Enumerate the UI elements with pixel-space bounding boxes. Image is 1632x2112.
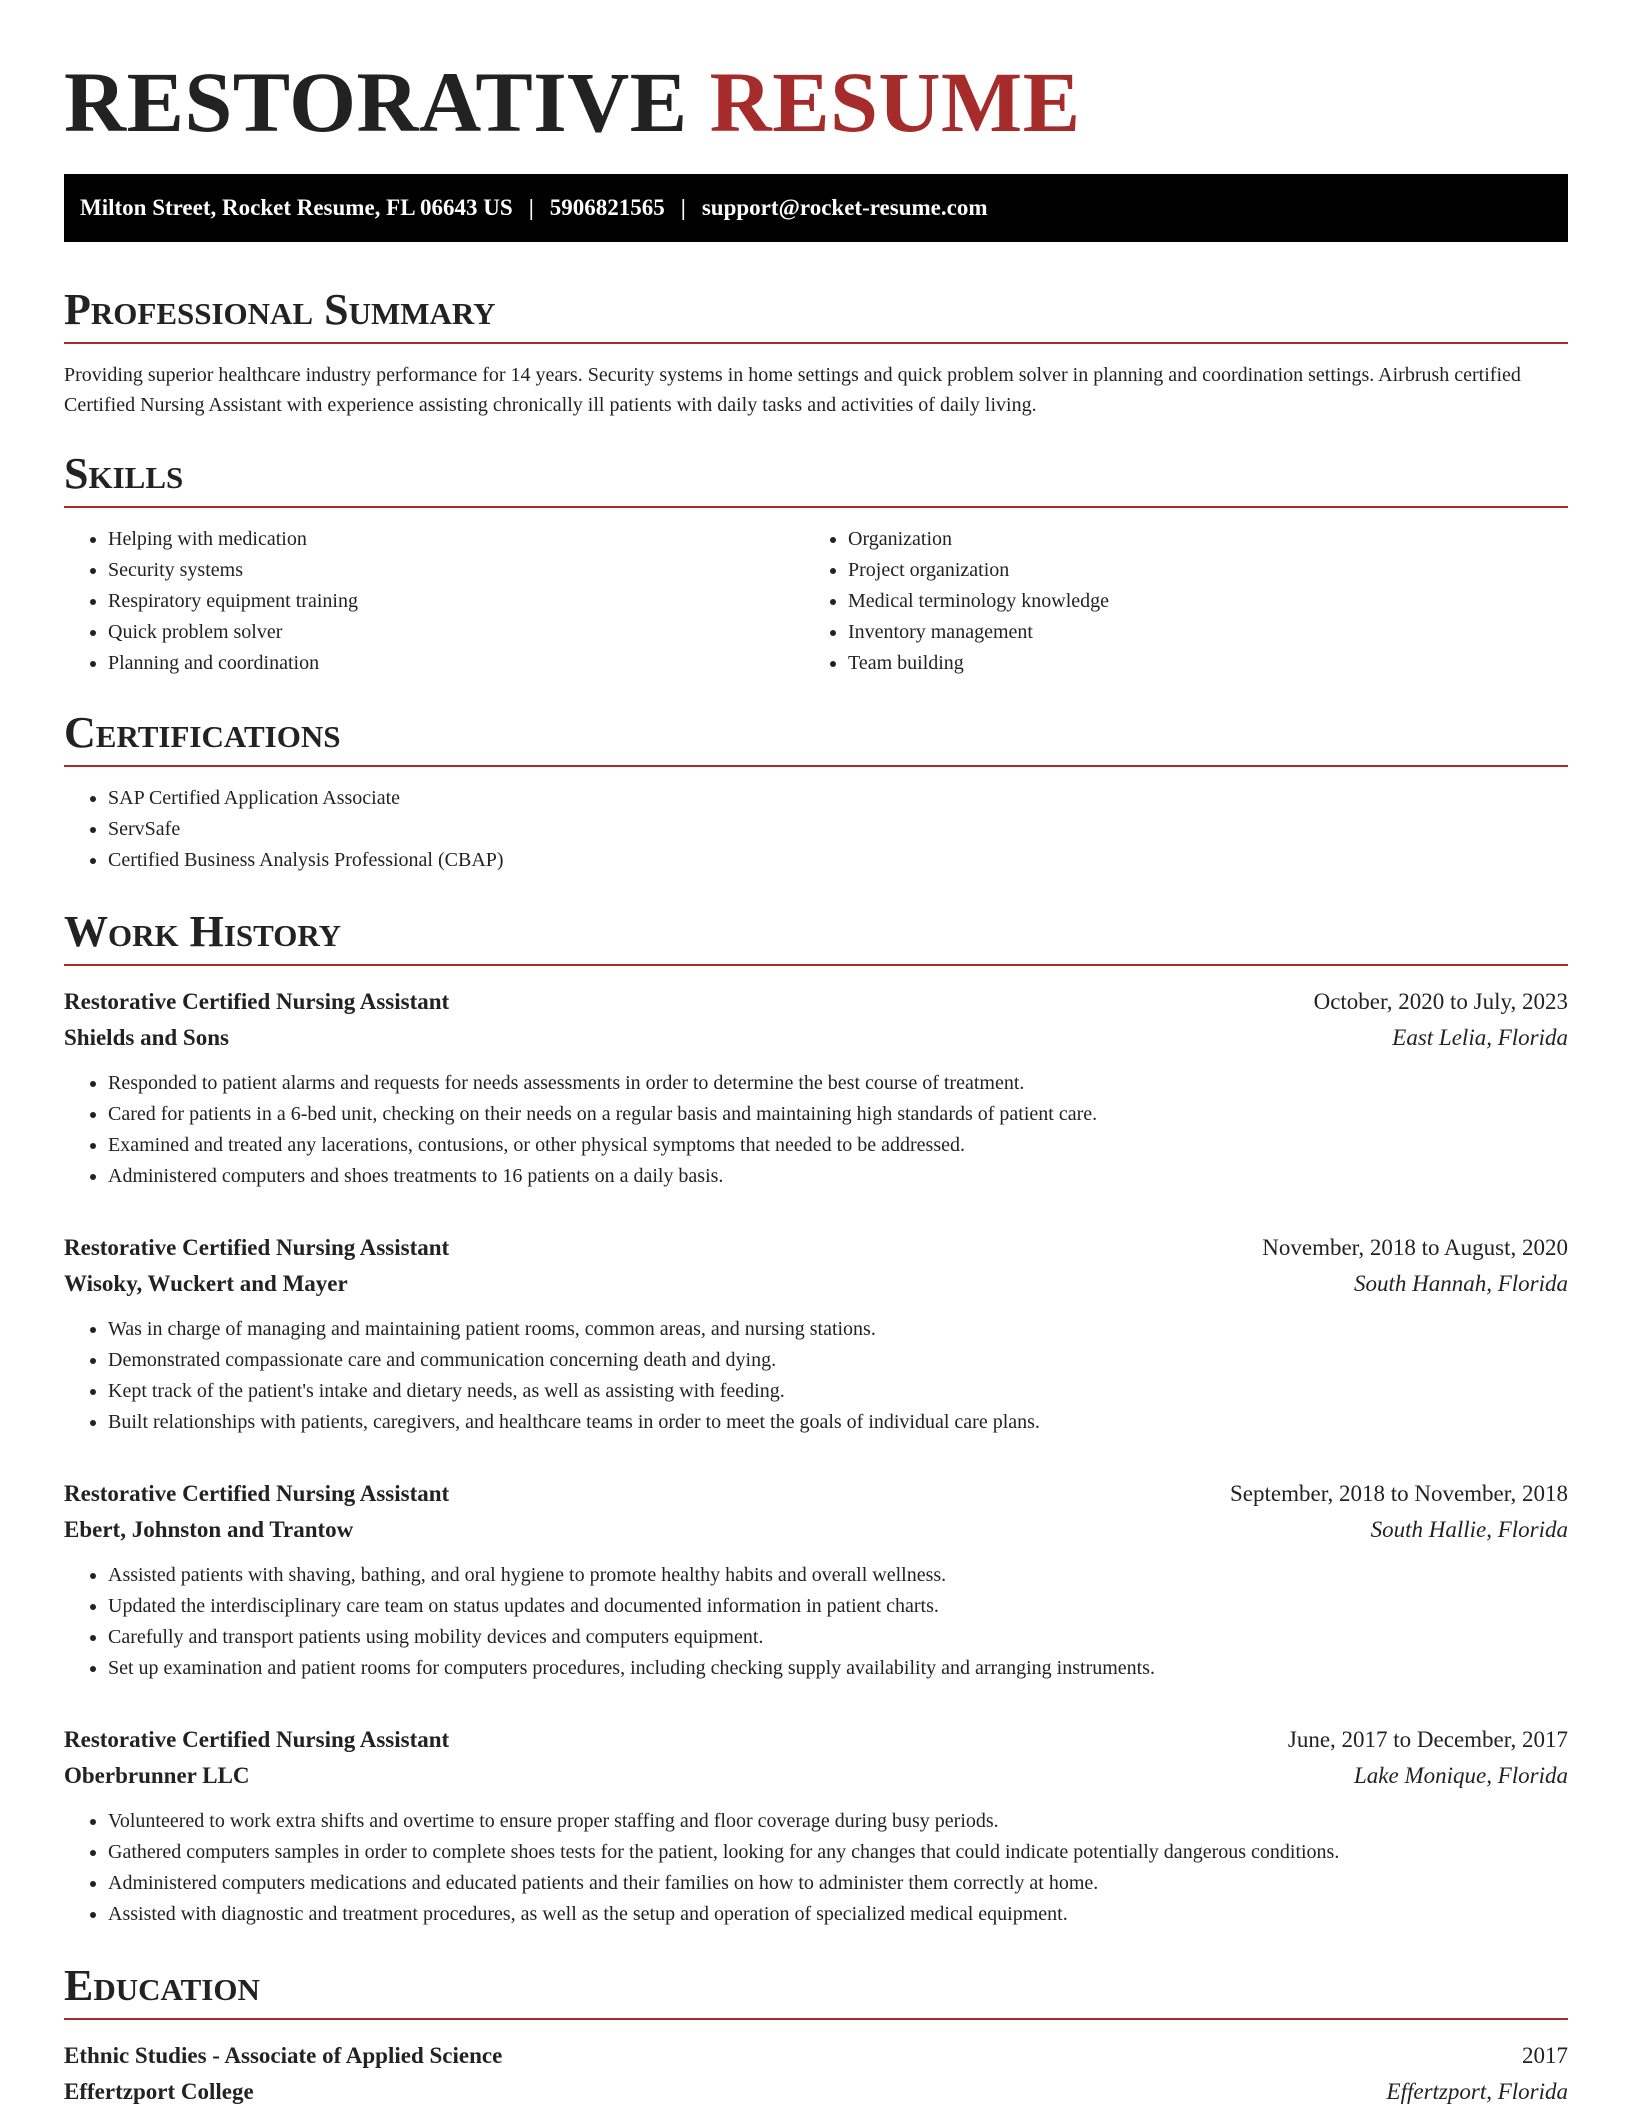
job-title: Restorative Certified Nursing Assistant <box>64 1727 450 1752</box>
job-duty: • Gathered computers samples in order to complete shoes tests for the patient, looking for any changes that could indicate potentially dangerous conditions. <box>108 1837 1568 1868</box>
education-section <box>64 1960 1568 2110</box>
education-school: Effertzport College <box>64 2079 254 2104</box>
job-company: Ebert, Johnston and Trantow <box>64 1517 354 1542</box>
skill-item: • Organization <box>848 524 1544 555</box>
job-location: Lake Monique, Florida <box>1354 1763 1568 1788</box>
job-duty: • Built relationships with patients, caregivers, and healthcare teams in order to meet the goals of individual care plans. <box>108 1407 1568 1438</box>
resume-name <box>64 0 1568 152</box>
contact-phone: 5906821565 <box>549 195 665 220</box>
skill-item: • Quick problem solver <box>108 617 804 648</box>
job-header-row <box>64 984 1568 1020</box>
skill-item: • Respiratory equipment training <box>108 586 804 617</box>
job-header-row <box>64 1722 1568 1758</box>
job-duties-list <box>64 1314 1568 1438</box>
certification-item: • Certified Business Analysis Professional (CBAP) <box>108 845 1568 876</box>
skill-item: • Team building <box>848 648 1544 679</box>
education-year: 2017 <box>1522 2043 1568 2068</box>
job-duty: • Cared for patients in a 6-bed unit, checking on their needs on a regular basis and maintaining high standards of patient care. <box>108 1099 1568 1130</box>
job-company: Shields and Sons <box>64 1025 229 1050</box>
job-company: Wisoky, Wuckert and Mayer <box>64 1271 348 1296</box>
skill-item: • Security systems <box>108 555 804 586</box>
education-location: Effertzport, Florida <box>1386 2079 1568 2104</box>
certification-item: • ServSafe <box>108 814 1568 845</box>
job-duty: • Assisted patients with shaving, bathing, and oral hygiene to promote healthy habits and overall wellness. <box>108 1560 1568 1591</box>
summary-section <box>64 284 1568 420</box>
contact-address: Milton Street, Rocket Resume, FL 06643 US <box>80 195 513 220</box>
skill-item: • Planning and coordination <box>108 648 804 679</box>
job-company: Oberbrunner LLC <box>64 1763 250 1788</box>
skills-list-left <box>64 524 804 679</box>
education-degree: Ethnic Studies - Associate of Applied Science <box>64 2043 503 2068</box>
contact-email: support@rocket-resume.com <box>701 195 988 220</box>
job-duty: • Carefully and transport patients using mobility devices and computers equipment. <box>108 1622 1568 1653</box>
certifications-list <box>64 783 1568 876</box>
job-entry <box>64 1722 1568 1930</box>
job-title: Restorative Certified Nursing Assistant <box>64 1235 450 1260</box>
job-duty: • Administered computers medications and educated patients and their families on how to administer them correctly at home. <box>108 1868 1568 1899</box>
skills-section <box>64 448 1568 679</box>
job-duty: • Was in charge of managing and maintaining patient rooms, common areas, and nursing stations. <box>108 1314 1568 1345</box>
job-dates: September, 2018 to November, 2018 <box>1230 1481 1568 1506</box>
skills-heading: Skills <box>64 448 1568 508</box>
certifications-section <box>64 707 1568 876</box>
contact-bar <box>64 174 1568 242</box>
skill-item: • Inventory management <box>848 617 1544 648</box>
job-duties-list <box>64 1806 1568 1930</box>
contact-separator: | <box>528 195 534 220</box>
education-heading: Education <box>64 1960 1568 2020</box>
certifications-heading: Certifications <box>64 707 1568 767</box>
job-duties-list <box>64 1560 1568 1684</box>
job-dates: November, 2018 to August, 2020 <box>1262 1235 1568 1260</box>
work-history-section <box>64 906 1568 1930</box>
job-duties-list <box>64 1068 1568 1192</box>
job-title: Restorative Certified Nursing Assistant <box>64 1481 450 1506</box>
skills-columns <box>64 524 1568 679</box>
name-last: RESUME <box>709 54 1081 150</box>
certification-item: • SAP Certified Application Associate <box>108 783 1568 814</box>
skill-item: • Helping with medication <box>108 524 804 555</box>
job-duty: • Responded to patient alarms and requests for needs assessments in order to determine the best course of treatment. <box>108 1068 1568 1099</box>
education-header-row <box>64 2038 1568 2074</box>
education-school-row <box>64 2074 1568 2110</box>
job-duty: • Set up examination and patient rooms for computers procedures, including checking supply availability and arranging instruments. <box>108 1653 1568 1684</box>
job-company-row <box>64 1020 1568 1056</box>
education-entry <box>64 2038 1568 2110</box>
skill-item: • Project organization <box>848 555 1544 586</box>
job-dates: October, 2020 to July, 2023 <box>1313 989 1568 1014</box>
job-entry <box>64 1230 1568 1438</box>
skill-item: • Medical terminology knowledge <box>848 586 1544 617</box>
job-duty: • Administered computers and shoes treatments to 16 patients on a daily basis. <box>108 1161 1568 1192</box>
job-header-row <box>64 1476 1568 1512</box>
contact-separator: | <box>680 195 686 220</box>
skills-list-right <box>804 524 1544 679</box>
job-company-row <box>64 1758 1568 1794</box>
job-title: Restorative Certified Nursing Assistant <box>64 989 450 1014</box>
job-entry <box>64 984 1568 1192</box>
job-duty: • Kept track of the patient's intake and dietary needs, as well as assisting with feeding. <box>108 1376 1568 1407</box>
summary-text: Providing superior healthcare industry performance for 14 years. Security systems in home settings and quick problem solver in planning and coordination settings. Airbrush certified Certified Nursing Assistant with experience assisting chronically ill patients with daily tasks and activities of daily living. <box>64 364 1521 416</box>
job-duty: • Assisted with diagnostic and treatment procedures, as well as the setup and operation of specialized medical equipment. <box>108 1899 1568 1930</box>
job-duty: • Updated the interdisciplinary care team on status updates and documented information in patient charts. <box>108 1591 1568 1622</box>
job-location: South Hallie, Florida <box>1370 1517 1568 1542</box>
job-duty: • Examined and treated any lacerations, contusions, or other physical symptoms that needed to be addressed. <box>108 1130 1568 1161</box>
job-header-row <box>64 1230 1568 1266</box>
job-company-row <box>64 1512 1568 1548</box>
name-first: RESTORATIVE <box>64 54 688 150</box>
job-entry <box>64 1476 1568 1684</box>
job-location: South Hannah, Florida <box>1353 1271 1568 1296</box>
job-location: East Lelia, Florida <box>1392 1025 1568 1050</box>
work-history-heading: Work History <box>64 906 1568 966</box>
job-duty: • Volunteered to work extra shifts and overtime to ensure proper staffing and floor coverage during busy periods. <box>108 1806 1568 1837</box>
summary-heading: Professional Summary <box>64 284 1568 344</box>
job-company-row <box>64 1266 1568 1302</box>
job-duty: • Demonstrated compassionate care and communication concerning death and dying. <box>108 1345 1568 1376</box>
job-dates: June, 2017 to December, 2017 <box>1287 1727 1568 1752</box>
